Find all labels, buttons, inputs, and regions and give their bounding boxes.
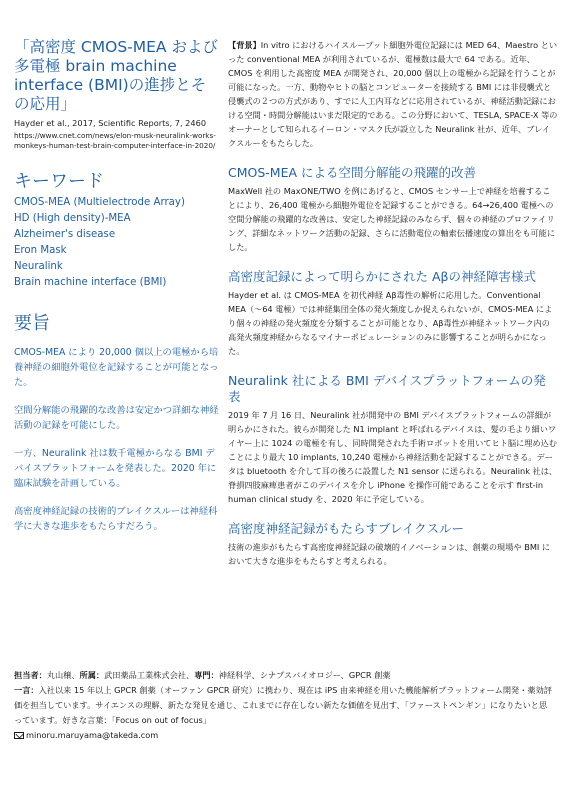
section-text: 2019 年 7 月 16 日、Neuralink 社が開発中の BMI デバイスプラットフォームの詳細が明らかにされた。彼らが開発した N1 implant と呼ばれるデバイスは、髪の毛より細いワイヤー上に 1024 の電極を有し、同時開発された手術ロボットを用いてヒト脳に埋め込むことにより最大 10 implants, 10,240 電極から神経活動を記録することができる。データは bluetooth を介して耳の後ろに設置した N1 sensor に送られる。Neuralink 社は、脊損四肢麻痺患者がこのデバイスを介し iPhone を操作可能であることを示す first-in human clinical study を、2020 年に予定している。 bbox=[228, 410, 558, 504]
comment-line bbox=[14, 683, 554, 728]
specialty-label: 専門： bbox=[194, 670, 219, 680]
section-heading: 高密度神経記録がもたらすブレイクスルー bbox=[228, 521, 465, 536]
email-line bbox=[14, 728, 554, 743]
keyword-item: Eron Mask bbox=[14, 245, 67, 256]
specialty-value: 神経科学、シナプスバイオロジー、GPCR 創薬 bbox=[218, 670, 391, 680]
section-heading: CMOS-MEA による空間分解能の飛躍的改善 bbox=[228, 165, 477, 180]
summary-paragraph: 空間分解能の飛躍的な改善は安定かつ詳細な神経活動の記録を可能にした。 bbox=[14, 405, 219, 431]
keyword-item: HD (High density)-MEA bbox=[14, 213, 131, 224]
summary-paragraph: 一方、Neuralink 社は数千電極からなる BMI デバイスプラットフォームを発表した。2020 年に臨床試験を計画している。 bbox=[14, 448, 217, 489]
section-heading: 高密度記録によって明らかにされた Aβの神経障害様式 bbox=[228, 269, 537, 284]
comment-text: 入社以来 15 年以上 GPCR 創薬（オーファン GPCR 研究）に携わり、現在は iPS 由来神経を用いた機能解析プラットフォーム開発・薬効評価を担当しています。サイエンスの理解、新たな発見を通じ、これまでに存在しない新たな価値を見出す、「ファーストペンギン」になりたいと思っています。好きな言葉：「Focus on out of focus」 bbox=[14, 685, 552, 725]
keyword-item: Neuralink bbox=[14, 261, 63, 272]
email-link[interactable]: minoru.maruyama@takeda.com bbox=[26, 730, 159, 740]
page-title: 「高密度 CMOS-MEA および多電極 brain machine interface (BMI)の進捗とその応用」 bbox=[14, 38, 218, 113]
left-column bbox=[14, 38, 219, 547]
background-paragraph bbox=[228, 38, 558, 150]
keywords-heading: キーワード bbox=[14, 171, 104, 192]
background-label: 【背景】 bbox=[228, 40, 261, 50]
envelope-icon bbox=[14, 732, 24, 739]
affiliation-value: 武田薬品工業株式会社、 bbox=[104, 670, 195, 680]
section-text: Hayder et al. は CMOS-MEA を初代神経 Aβ毒性の解析に応用した。Conventional MEA（～64 電極）では神経集団全体の発火頻度しか捉えられないが、CMOS-MEA により個々の神経の発火頻度を分類することが可能となり、Aβ毒性が神経ネットワーク内の高発火頻度神経からなるマイナーポピュレーションのみに影響することが明らかになった。 bbox=[228, 290, 553, 356]
author-line bbox=[14, 668, 554, 683]
section-text: MaxWell 社の MaxONE/TWO を例にあげると、CMOS センサー上で神経を培養することにより、26,400 電極から細胞外電位を記録することができる。64→26,400 電極への空間分解能の飛躍的な改善は、安定した神経記録のみならず、個々の神経のプロファイリング、詳細なネットワーク活動の記録、さらに活動電位の軸索伝播速度の算出をも可能にした。 bbox=[228, 186, 556, 252]
summary-heading: 要旨 bbox=[14, 313, 50, 334]
person-label: 担当者： bbox=[14, 670, 47, 680]
background-text: In vitro におけるハイスループット細胞外電位記録には MED 64、Maestro といった conventional MEA が利用されているが、電極数は最大で 64 である。近年、CMOS を利用した高密度 MEA が開発され、20,000 個以上の電極から記録を行うことが可能になった。一方、動物やヒトの脳とコンピューターを接続する BMI には非侵襲式と侵襲式の２つの方式があり、すでに人工内耳などに応用されているが、神経活動記録における空間・時間分解能はいまだ限定的である。この分野において、TESLA, SPACE-X 等のオーナーとして知られるイーロン・マスク氏が設立した Neuralink 社が、近年、ブレイクスルーをもたらした。 bbox=[228, 40, 558, 148]
summary-paragraph: CMOS-MEA により 20,000 個以上の電極から培養神経の細胞外電位を記録することが可能となった。 bbox=[14, 347, 219, 388]
author-footer bbox=[14, 668, 554, 743]
right-column bbox=[228, 38, 558, 568]
summary-paragraph: 高密度神経記録の技術的ブレイクスルーは神経科学に大きな進歩をもたらすだろう。 bbox=[14, 506, 218, 532]
comment-label: 一言： bbox=[14, 685, 39, 695]
person-name: 丸山穣、 bbox=[46, 670, 80, 680]
section-heading: Neuralink 社による BMI デバイスプラットフォームの発表 bbox=[228, 373, 546, 404]
section-text: 技術の進歩がもたらす高密度神経記録の破壊的イノベーションは、創薬の現場や BMI において大きな進歩をもたらすと考えられる。 bbox=[228, 542, 551, 566]
reference-citation: Hayder et al., 2017, Scientific Reports, 7, 2460 bbox=[14, 118, 207, 128]
keyword-item: Alzheimer's disease bbox=[14, 229, 116, 240]
affiliation-label: 所属： bbox=[79, 670, 105, 680]
reference-url[interactable]: https://www.cnet.com/news/elon-musk-neuralink-works-monkeys-human-test-brain-computer-interface-in-2020/ bbox=[14, 131, 216, 150]
keyword-item: Brain machine interface (BMI) bbox=[14, 277, 167, 288]
keyword-item: CMOS-MEA (Multielectrode Array) bbox=[14, 197, 185, 208]
